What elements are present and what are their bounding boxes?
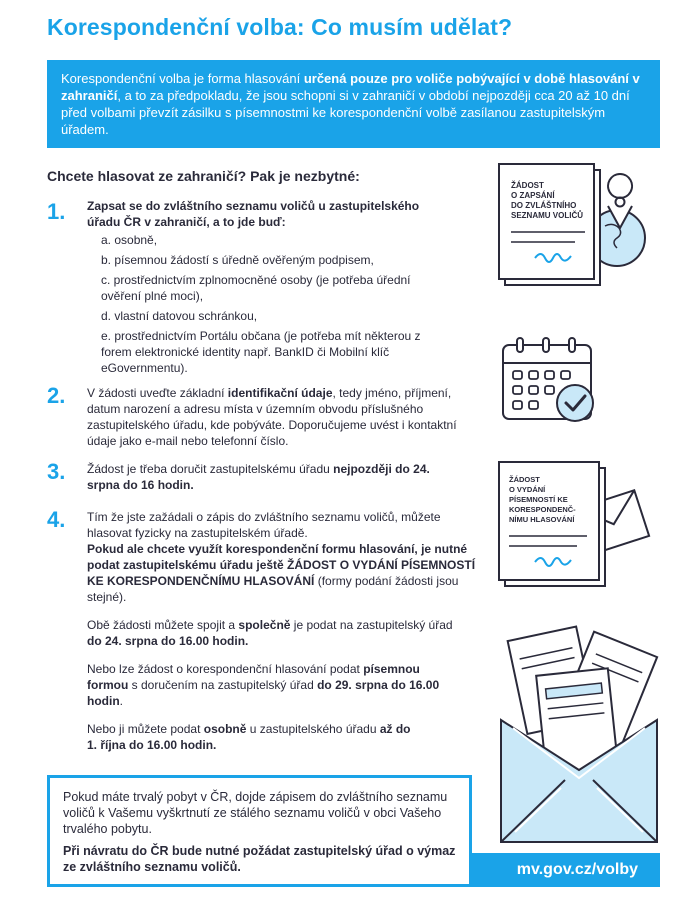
list-item: c. prostřednictvím zplnomocněné osoby (je potřeba úřední ověření plné moci),: [101, 273, 411, 303]
lead-heading: Chcete hlasovat ze zahraničí? Pak je nezbytné:: [47, 168, 360, 184]
step-4-para-3-c: je podat na zastupitelský úřad: [290, 618, 453, 632]
step-4-para-4-c: s doručením na zastupitelský úřad: [128, 678, 318, 692]
intro-text-c: , a to za předpokladu, že jsou schopni si v zahraničí v období nejpozději cca 20 až 10 dní před volbami převzít zásilku s písemnostmi ke korespondenční volbě zasílanou zastupitelským úřadem.: [61, 88, 630, 137]
doc2-line: NÍMU HLASOVÁNÍ: [509, 515, 575, 524]
step-2-text-b: identifikační údaje: [227, 386, 333, 400]
step-1-number: 1.: [47, 199, 66, 224]
notice-para-1: Pokud máte trvalý pobyt v ČR, dojde zápisem do zvláštního seznamu voličů k Vašemu vyškrtnutí ze stálého seznamu voličů v obci Vašeho trvalého pobytu.: [63, 790, 448, 836]
step-1-options: [101, 232, 477, 376]
page-title: Korespondenční volba: Co musím udělat?: [47, 14, 513, 40]
calendar-check-icon: [495, 335, 605, 425]
step-4-para-5-b: osobně: [203, 722, 247, 736]
doc2-line: ŽÁDOST: [509, 475, 540, 484]
step-4-para-3-b: společně: [238, 618, 291, 632]
step-4-para-4-b: písemnou formou: [87, 662, 420, 692]
registration-document-icon: [495, 160, 655, 290]
step-4-para-4-d: do 29. srpna do 16.00 hodin: [87, 678, 440, 708]
step-3: [87, 461, 457, 493]
step-2-text-c: , tedy jméno, příjmení, datum narození a adresu místa v územním obvodu příslušného zastupitelského úřadu, kde pobýváte. Doporučujeme uvést i kontaktní údaje jako e-mail nebo telefonní číslo.: [87, 386, 457, 448]
step-4-para-5-d: až do 1. října do 16.00 hodin.: [87, 722, 411, 752]
step-3-number: 3.: [47, 459, 66, 484]
step-4-para-3-a: Obě žádosti můžete spojit a: [87, 618, 239, 632]
doc1-line: DO ZVLÁŠTNÍHO: [511, 201, 577, 210]
step-2: [87, 385, 472, 449]
doc1-line: ŽÁDOST: [511, 181, 544, 190]
list-item: a. osobně,: [101, 233, 158, 247]
intro-text-a: Korespondenční volba je forma hlasování: [61, 71, 304, 86]
open-envelope-icon: [495, 620, 663, 848]
step-4-para-1: Tím že jste zažádali o zápis do zvláštního seznamu voličů, můžete hlasovat fyzicky na zastupitelském úřadě.: [87, 510, 441, 540]
step-4-para-2-bold: Pokud ale chcete využít korespondenční formu hlasování, je nutné podat zastupitelskému úřadu ještě ŽÁDOST O VYDÁNÍ PÍSEMNOSTÍ KE KORESPONDENČNÍMU HLASOVÁNÍ: [87, 542, 476, 588]
step-2-number: 2.: [47, 383, 66, 408]
doc1-line: SEZNAMU VOLIČŮ: [511, 211, 583, 220]
step-3-text-a: Žádost je třeba doručit zastupitelskému úřadu: [87, 462, 334, 476]
step-4-para-4-e: .: [119, 694, 123, 708]
step-4: [87, 509, 477, 753]
step-4-para-5-a: Nebo ji můžete podat: [87, 722, 204, 736]
step-4-para-2-tail: (formy podání žádosti jsou stejné).: [87, 574, 459, 604]
doc2-line: O VYDÁNÍ: [509, 485, 546, 494]
intro-box: [47, 60, 660, 148]
step-4-number: 4.: [47, 507, 66, 532]
step-4-para-3-d: do 24. srpna do 16.00 hodin.: [87, 634, 249, 648]
list-item: d. vlastní datovou schránkou,: [101, 309, 258, 323]
doc2-line: PÍSEMNOSTÍ KE: [509, 495, 568, 504]
step-4-para-4-a: Nebo lze žádost o korespondenční hlasování podat: [87, 662, 364, 676]
step-4-para-5-c: u zastupitelského úřadu: [246, 722, 380, 736]
issuance-document-icon: [495, 458, 655, 593]
doc1-line: O ZAPSÁNÍ: [511, 191, 555, 200]
notice-para-2: Při návratu do ČR bude nutné požádat zastupitelský úřad o výmaz ze zvláštního seznamu voličů.: [63, 844, 456, 874]
doc2-line: KORESPONDENČ-: [509, 505, 576, 514]
list-item: e. prostřednictvím Portálu občana (je potřeba mít některou z forem elektronické identity např. BankID či Mobilní klíč eGovernmentu).: [101, 329, 421, 375]
step-1: [87, 198, 477, 380]
list-item: b. písemnou žádostí s úředně ověřeným podpisem,: [101, 253, 374, 267]
footer-url: mv.gov.cz/volby: [470, 853, 660, 887]
step-1-heading: Zapsat se do zvláštního seznamu voličů u zastupitelského úřadu ČR v zahraničí, a to jde buď:: [87, 199, 420, 229]
intro-text-b: určená pouze pro voliče pobývající v době hlasování v zahraničí: [61, 71, 640, 103]
step-3-text-b: nejpozději do 24. srpna do 16 hodin.: [87, 462, 430, 492]
permanent-residence-notice: [47, 775, 472, 887]
step-2-text-a: V žádosti uveďte základní: [87, 386, 228, 400]
